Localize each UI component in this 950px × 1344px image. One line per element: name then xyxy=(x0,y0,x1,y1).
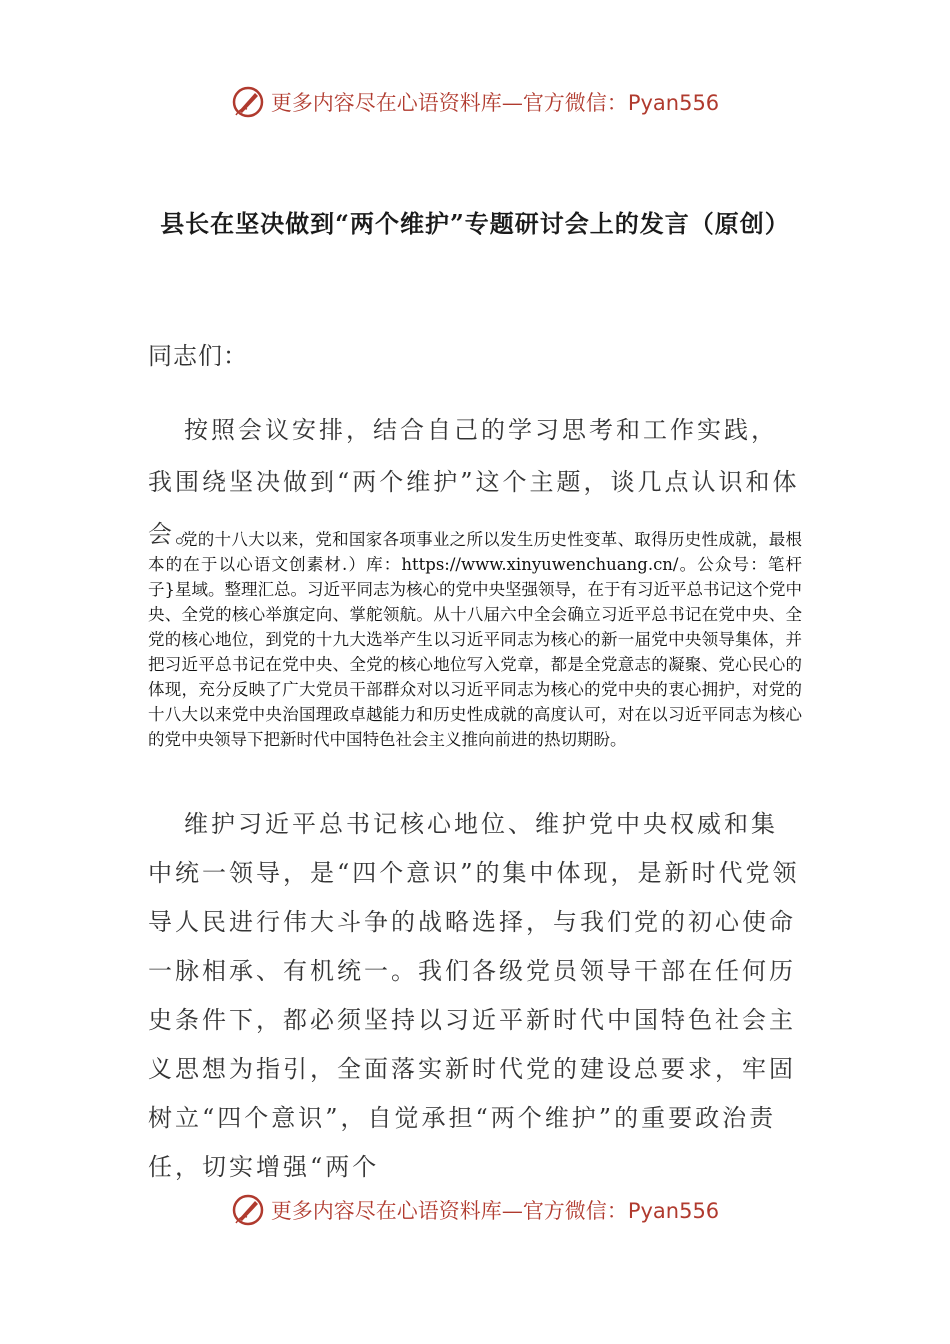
watermark-site: 更多内容尽在心语资料库 xyxy=(270,91,502,115)
watermark-site: 更多内容尽在心语资料库 xyxy=(270,1199,502,1223)
pen-logo-icon xyxy=(231,1193,265,1227)
watermark-dash: — xyxy=(501,1199,523,1223)
watermark-label: 官方微信： xyxy=(522,91,628,115)
watermark-account: Pyan556 xyxy=(627,1199,720,1223)
intro-paragraph: 按照会议安排，结合自己的学习思考和工作实践，我围绕坚决做到“两个维护”这个主题，谈几点认识和体会。 xyxy=(148,416,800,548)
footer-watermark xyxy=(0,1190,950,1230)
watermark-account: Pyan556 xyxy=(627,91,720,115)
header-watermark xyxy=(0,82,950,122)
pen-logo-icon xyxy=(231,85,265,119)
document-title: 县长在坚决做到“两个维护”专题研讨会上的发言（原创） xyxy=(160,209,790,238)
watermark-label: 官方微信： xyxy=(522,1199,628,1223)
small-paragraph: 党的十八大以来，党和国家各项事业之所以发生历史性变革、取得历史性成就，最根本的在于以心语文创素材.）库：https://www.xinyuwenchuang.cn/。公众号：笔杆子}星域。整理汇总。习近平同志为核心的党中央坚强领导，在于有习近平总书记这个党中央、全党的核心举旗定向、掌舵领航。从十八届六中全会确立习近平总书记在党中央、全党的核心地位，到党的十九大选举产生以习近平同志为核心的新一届党中央领导集体，并把习近平总书记在党中央、全党的核心地位写入党章，都是全党意志的凝聚、党心民心的体现，充分反映了广大党员干部群众对以习近平同志为核心的党中央的衷心拥护，对党的十八大以来党中央治国理政卓越能力和历史性成就的高度认可，对在以习近平同志为核心的党中央领导下把新时代中国特色社会主义推向前进的热切期盼。 xyxy=(148,530,802,749)
greeting: 同志们： xyxy=(148,342,248,370)
watermark-dash: — xyxy=(501,91,523,115)
watermark-text xyxy=(271,1195,719,1225)
body-paragraph: 维护习近平总书记核心地位、维护党中央权威和集中统一领导，是“四个意识”的集中体现，是新时代党领导人民进行伟大斗争的战略选择，与我们党的初心使命一脉相承、有机统一。我们各级党员领导干部在任何历史条件下，都必须坚持以习近平新时代中国特色社会主义思想为指引，全面落实新时代党的建设总要求，牢固树立“四个意识”，自觉承担“两个维护”的重要政治责任，切实增强“两个 xyxy=(148,810,800,1181)
watermark-text xyxy=(271,87,719,117)
